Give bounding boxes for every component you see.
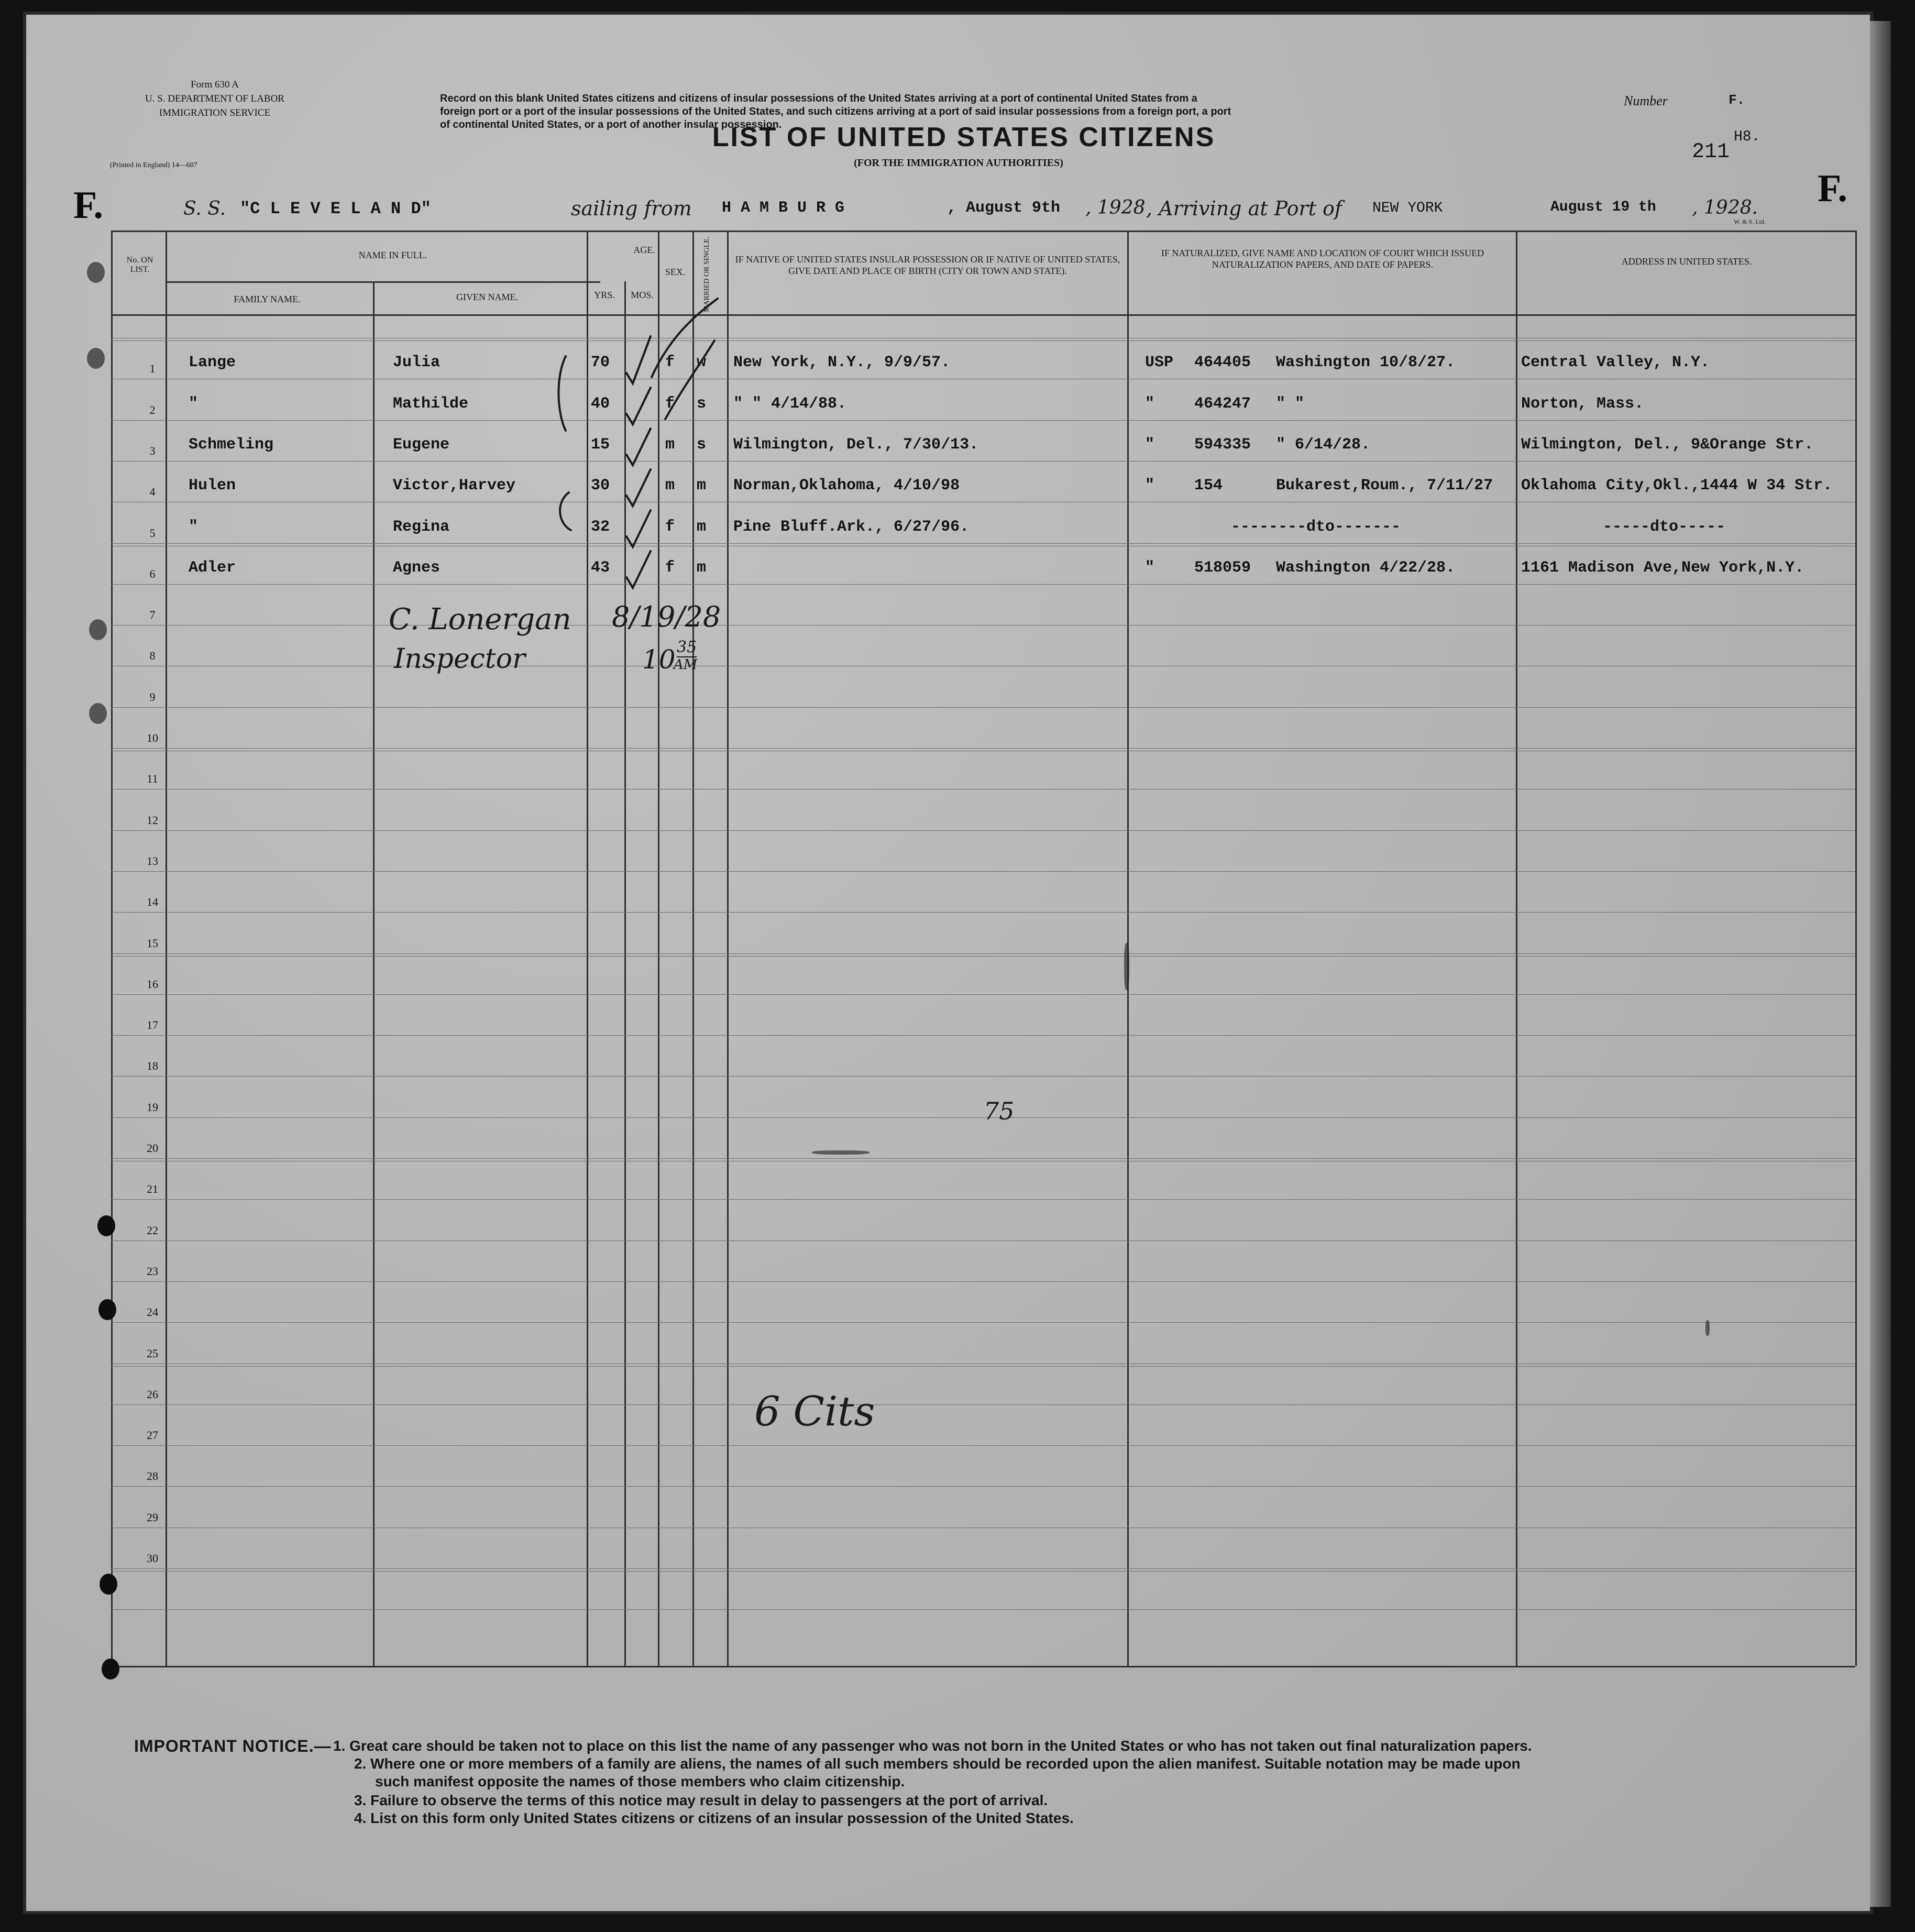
sex: f — [665, 559, 675, 577]
ink-smudge — [812, 1150, 870, 1155]
arriving-label: , Arriving at Port of — [1146, 197, 1342, 220]
notice-item-2: 2. Where one or more members of a family are aliens, the names of all such members should be recorded upon the alien manifest. Suitable notation may be made upon — [354, 1755, 1521, 1772]
age-years: 30 — [591, 477, 610, 495]
row-number: 7 — [149, 608, 156, 621]
marital-status: m — [697, 477, 707, 495]
notice-label: IMPORTANT NOTICE.— — [134, 1737, 332, 1755]
ink-smudge — [1705, 1320, 1710, 1336]
birth-place-date: Norman,Oklahoma, 4/10/98 — [733, 477, 960, 495]
ink-smudge — [1124, 943, 1129, 990]
binder-hole — [87, 262, 105, 283]
row-number: 8 — [149, 649, 156, 662]
binder-hole — [100, 1574, 117, 1595]
depart-date: , August 9th — [947, 199, 1061, 217]
sex: m — [665, 477, 675, 495]
arrival-date: August 19 th — [1550, 199, 1656, 215]
binder-hole — [98, 1299, 116, 1320]
age-years: 70 — [591, 354, 610, 371]
ss-label: S. S. — [183, 198, 226, 219]
sailing-label: sailing from — [571, 197, 692, 220]
check-mark-3 — [626, 429, 651, 465]
naturalization-prefix: USP — [1145, 354, 1174, 371]
check-mark-5 — [626, 510, 651, 547]
naturalization-prefix: " — [1145, 559, 1155, 577]
check-mark-6 — [626, 551, 651, 588]
row-number: 30 — [147, 1552, 158, 1565]
row-number: 15 — [147, 937, 158, 950]
marital-status: w — [697, 354, 707, 371]
row-number: 16 — [147, 978, 158, 991]
stamp-letter-left: F. — [73, 184, 103, 227]
printer-mark: W. & S. Ltd. — [1734, 218, 1766, 225]
family-name: Schmeling — [189, 436, 274, 454]
us-address: -----dto----- — [1603, 518, 1726, 536]
naturalization-number: 594335 — [1194, 436, 1251, 454]
naturalization-court: " 6/14/28. — [1276, 436, 1371, 454]
us-address: Norton, Mass. — [1521, 395, 1644, 413]
arrival-port: NEW YORK — [1372, 200, 1443, 216]
row-number: 3 — [149, 444, 156, 457]
age-years: 43 — [591, 559, 610, 577]
row-number: 27 — [147, 1429, 158, 1442]
family-name: " — [189, 395, 199, 413]
us-address: Wilmington, Del., 9&Orange Str. — [1521, 436, 1814, 454]
row-number: 17 — [147, 1018, 158, 1031]
family-name: Lange — [189, 354, 236, 371]
row-number: 25 — [147, 1347, 158, 1360]
row-number: 12 — [147, 814, 158, 827]
record-line-3: of continental United States, or a port of another insular possession. — [440, 119, 782, 130]
row-number: 19 — [147, 1101, 158, 1114]
record-line-2: foreign port or a port of the insular possessions of the United States, and such citizens arriving at a port of said insular possessions from a foreign port, a port — [440, 106, 1231, 117]
row-number: 24 — [147, 1305, 158, 1319]
family-name: Hulen — [189, 477, 236, 495]
bracket-mark-2 — [560, 492, 571, 530]
row-number: 28 — [147, 1469, 158, 1483]
inspection-minutes: 35 — [677, 638, 697, 656]
row-number: 4 — [149, 485, 156, 498]
row-number: 14 — [147, 895, 158, 908]
col-header-mos: MOS. — [631, 290, 654, 300]
naturalization-court: Bukarest,Roum., 7/11/27 — [1276, 477, 1493, 495]
document-title: LIST OF UNITED STATES CITIZENS — [712, 122, 1216, 152]
row-number: 26 — [147, 1388, 158, 1401]
birth-place-date: Wilmington, Del., 7/30/13. — [733, 436, 979, 454]
notice-item-4: 4. List on this form only United States citizens or citizens of an insular possession of the United States. — [354, 1810, 1074, 1826]
col-header-married: MARRIED OR SINGLE. — [703, 236, 711, 312]
inspector-title: Inspector — [394, 643, 525, 675]
row-number: 2 — [149, 403, 156, 416]
row-number: 21 — [147, 1182, 158, 1195]
family-name: Adler — [189, 559, 236, 577]
ship-name: "C L E V E L A N D" — [240, 199, 431, 218]
naturalization-prefix: " — [1145, 477, 1155, 495]
from-port: H A M B U R G — [722, 199, 845, 217]
row-number: 1 — [149, 362, 156, 375]
hs-mark: H8. — [1734, 129, 1760, 145]
us-address: Oklahoma City,Okl.,1444 W 34 Str. — [1521, 477, 1833, 495]
marital-status: m — [697, 559, 707, 577]
form-number: Form 630 A — [191, 79, 239, 90]
row-number: 6 — [149, 567, 156, 580]
document-subtitle: (FOR THE IMMIGRATION AUTHORITIES) — [854, 157, 1063, 169]
number-value: F. — [1729, 92, 1745, 108]
birth-place-date: Pine Bluff.Ark., 6/27/96. — [733, 518, 970, 536]
birth-place-date: New York, N.Y., 9/9/57. — [733, 354, 951, 371]
row-number: 22 — [147, 1224, 158, 1237]
notice-item-1: 1. Great care should be taken not to place on this list the name of any passenger who was not born in the United States or who has not taken out final naturalization papers. — [333, 1738, 1532, 1754]
row-number: 10 — [147, 731, 158, 744]
sex: f — [665, 518, 675, 536]
naturalization-court: " " — [1276, 395, 1305, 413]
col-header-family: FAMILY NAME. — [234, 294, 301, 304]
naturalization-number: 464247 — [1194, 395, 1251, 413]
check-mark-4 — [626, 469, 651, 506]
inspector-name: C. Lonergan — [389, 602, 571, 636]
depart-year: , 1928 — [1085, 197, 1146, 218]
us-address: Central Valley, N.Y. — [1521, 354, 1710, 371]
col-header-no: No. ON LIST. — [126, 256, 153, 274]
check-marks — [558, 299, 718, 588]
given-name: Regina — [393, 518, 450, 536]
binder-hole — [89, 619, 107, 640]
row-number: 5 — [149, 526, 156, 540]
sex: m — [665, 436, 675, 454]
birth-place-date: " " 4/14/88. — [733, 395, 847, 413]
col-header-given: GIVEN NAME. — [456, 292, 518, 302]
check-mark-1 — [626, 336, 651, 383]
family-name: " — [189, 518, 199, 536]
col-header-address: ADDRESS IN UNITED STATES. — [1621, 256, 1752, 267]
row-number: 20 — [147, 1141, 158, 1155]
marital-status: m — [697, 518, 707, 536]
notice-item-2-cont: such manifest opposite the names of those members who claim citizenship. — [375, 1773, 905, 1790]
age-years: 32 — [591, 518, 610, 536]
inspection-hour: 10 — [642, 644, 676, 675]
given-name: Mathilde — [393, 395, 469, 413]
naturalization-number: 518059 — [1194, 559, 1251, 577]
page-number: 211 — [1692, 140, 1730, 164]
citizen-count-note: 6 Cits — [754, 1388, 875, 1435]
col-header-naturalized: IF NATURALIZED, GIVE NAME AND LOCATION OF COURT WHICH ISSUED NATURALIZATION PAPERS, AND DATE OF PAPERS. — [1161, 248, 1484, 270]
row-number: 9 — [149, 690, 156, 704]
us-address: 1161 Madison Ave,New York,N.Y. — [1521, 559, 1804, 577]
sex: f — [665, 395, 675, 413]
margin-number: 75 — [984, 1097, 1015, 1125]
col-header-name: NAME IN FULL. — [358, 250, 427, 260]
bracket-mark — [558, 356, 566, 431]
arrival-year: , 1928. — [1692, 197, 1758, 218]
record-line-1: Record on this blank United States citizens and citizens of insular possessions of the United States arriving at a port of continental United States from a — [440, 93, 1197, 104]
age-years: 15 — [591, 436, 610, 454]
naturalization-prefix: " — [1145, 436, 1155, 454]
naturalization-court: --------dto------- — [1231, 518, 1401, 536]
naturalization-court: Washington 4/22/28. — [1276, 559, 1456, 577]
col-header-yrs: YRS. — [594, 290, 615, 300]
sex: f — [665, 354, 675, 371]
row-number: 18 — [147, 1059, 158, 1072]
row-number: 11 — [147, 772, 158, 785]
stamp-letter-right: F. — [1818, 167, 1847, 210]
check-mark-2 — [626, 388, 651, 424]
printed-in: (Printed in England) 14—607 — [110, 161, 197, 169]
col-header-sex: SEX. — [665, 267, 686, 277]
col-header-age: AGE. — [633, 245, 655, 255]
naturalization-number: 154 — [1194, 477, 1223, 495]
naturalization-court: Washington 10/8/27. — [1276, 354, 1456, 371]
check-tail-1 — [652, 299, 718, 377]
naturalization-prefix: " — [1145, 395, 1155, 413]
given-name: Agnes — [393, 559, 441, 577]
given-name: Julia — [393, 354, 441, 371]
marital-status: s — [697, 395, 707, 413]
age-years: 40 — [591, 395, 610, 413]
check-tail-2 — [665, 341, 714, 419]
given-name: Eugene — [393, 436, 450, 454]
marital-status: s — [697, 436, 707, 454]
row-number: 29 — [147, 1511, 158, 1524]
binder-hole — [89, 703, 107, 724]
given-name: Victor,Harvey — [393, 477, 516, 495]
binder-hole — [97, 1215, 115, 1236]
notice-item-3: 3. Failure to observe the terms of this notice may result in delay to passengers at the port of arrival. — [354, 1792, 1048, 1808]
binder-hole — [102, 1659, 119, 1679]
inspection-ampm: AM — [674, 657, 698, 673]
row-number: 23 — [147, 1265, 158, 1278]
row-number: 13 — [147, 854, 158, 868]
inspection-date: 8/19/28 — [612, 600, 721, 633]
number-label: Number — [1624, 93, 1668, 108]
col-header-birth: IF NATIVE OF UNITED STATES INSULAR POSSESSION OR IF NATIVE OF UNITED STATES, GIVE DATE AND PLACE OF BIRTH (CITY OR TOWN AND STATE). — [735, 254, 1120, 276]
naturalization-number: 464405 — [1194, 354, 1251, 371]
binder-hole — [87, 348, 105, 369]
department: U. S. DEPARTMENT OF LABOR — [145, 93, 284, 104]
service: IMMIGRATION SERVICE — [159, 107, 271, 118]
